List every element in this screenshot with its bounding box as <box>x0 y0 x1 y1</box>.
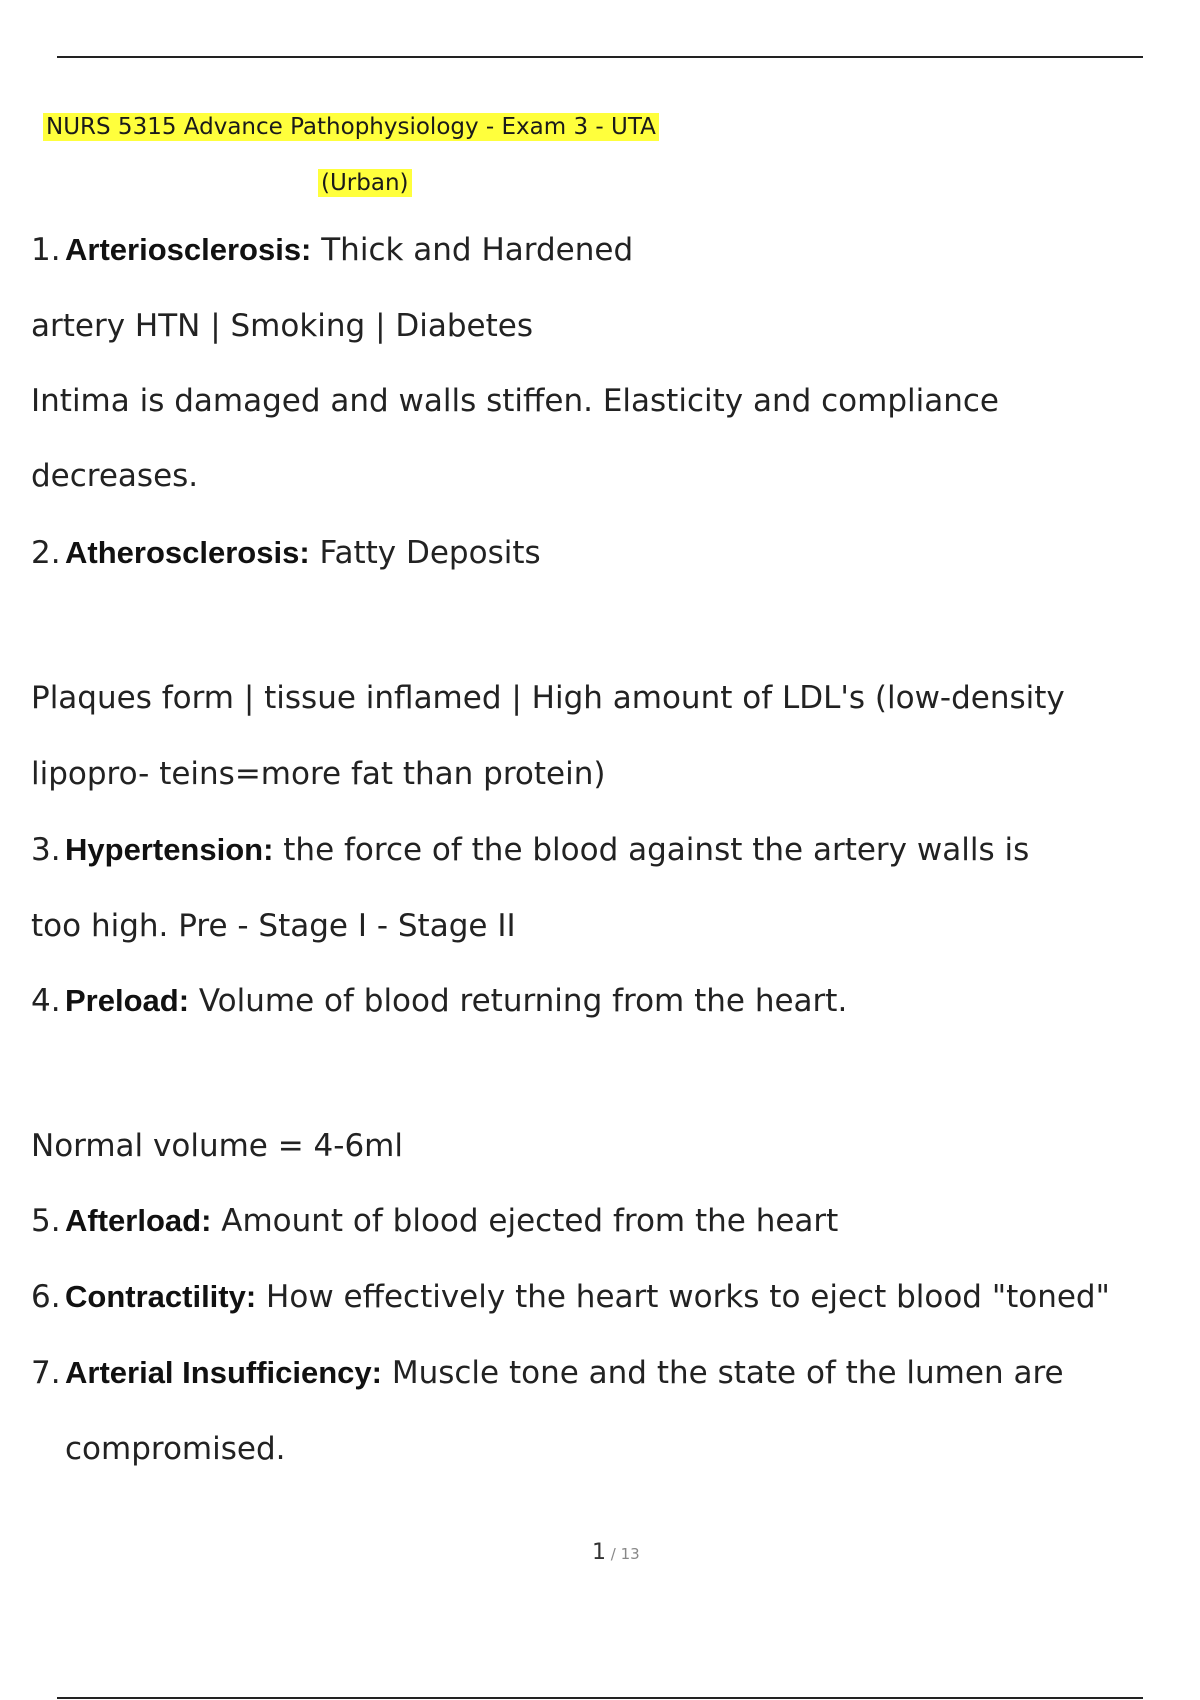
item-number: 2. <box>31 535 61 571</box>
list-item-5 <box>31 1203 838 1239</box>
paragraph-line: Plaques form | tissue inflamed | High amount of LDL's (low-density <box>31 680 1065 716</box>
item-text: Muscle tone and the state of the lumen are <box>381 1355 1064 1391</box>
item-number: 1. <box>31 232 61 268</box>
item-number: 5. <box>31 1203 61 1239</box>
subtitle-highlight: (Urban) <box>318 169 412 197</box>
item-number: 6. <box>31 1279 61 1315</box>
paragraph-line: Intima is damaged and walls stiffen. Elasticity and compliance <box>31 383 1000 419</box>
paragraph-line: artery HTN | Smoking | Diabetes <box>31 308 533 344</box>
paragraph-line: too high. Pre - Stage I - Stage II <box>31 908 516 944</box>
paragraph-line: lipopro- teins=more fat than protein) <box>31 756 606 792</box>
item-text: the force of the blood against the artery walls is <box>273 832 1030 868</box>
item-text: Thick and Hardened <box>311 232 634 268</box>
list-item-3 <box>31 832 1029 868</box>
list-item-6 <box>31 1279 1110 1315</box>
bottom-rule <box>57 1697 1143 1699</box>
item-term: Preload: <box>65 983 190 1018</box>
item-text: Amount of blood ejected from the heart <box>211 1203 839 1239</box>
item-text: Fatty Deposits <box>309 535 541 571</box>
document-subtitle <box>318 170 412 196</box>
item-text: Volume of blood returning from the heart. <box>189 983 848 1019</box>
item-term: Arterial Insufficiency: <box>65 1355 382 1390</box>
item-number: 4. <box>31 983 61 1019</box>
item-text: How effectively the heart works to eject blood "toned" <box>256 1279 1110 1315</box>
total-pages: 13 <box>620 1545 640 1563</box>
item-term: Arteriosclerosis: <box>65 232 312 267</box>
item-term: Afterload: <box>65 1203 212 1238</box>
item-number: 7. <box>31 1355 61 1391</box>
item-number: 3. <box>31 832 61 868</box>
paragraph-line: Normal volume = 4-6ml <box>31 1128 403 1164</box>
list-item-1 <box>31 232 633 268</box>
top-rule <box>57 56 1143 58</box>
list-item-2 <box>31 535 541 571</box>
document-title <box>43 114 659 140</box>
page-indicator <box>592 1540 640 1565</box>
paragraph-line: decreases. <box>31 458 199 494</box>
page-separator: / <box>606 1545 621 1563</box>
item-term: Hypertension: <box>65 832 274 867</box>
current-page: 1 <box>592 1540 606 1565</box>
title-highlight: NURS 5315 Advance Pathophysiology - Exam 3 - UTA <box>43 113 659 141</box>
list-item-7 <box>31 1355 1064 1391</box>
item-term: Contractility: <box>65 1279 257 1314</box>
paragraph-line: compromised. <box>65 1431 286 1467</box>
item-term: Atherosclerosis: <box>65 535 310 570</box>
list-item-4 <box>31 983 847 1019</box>
